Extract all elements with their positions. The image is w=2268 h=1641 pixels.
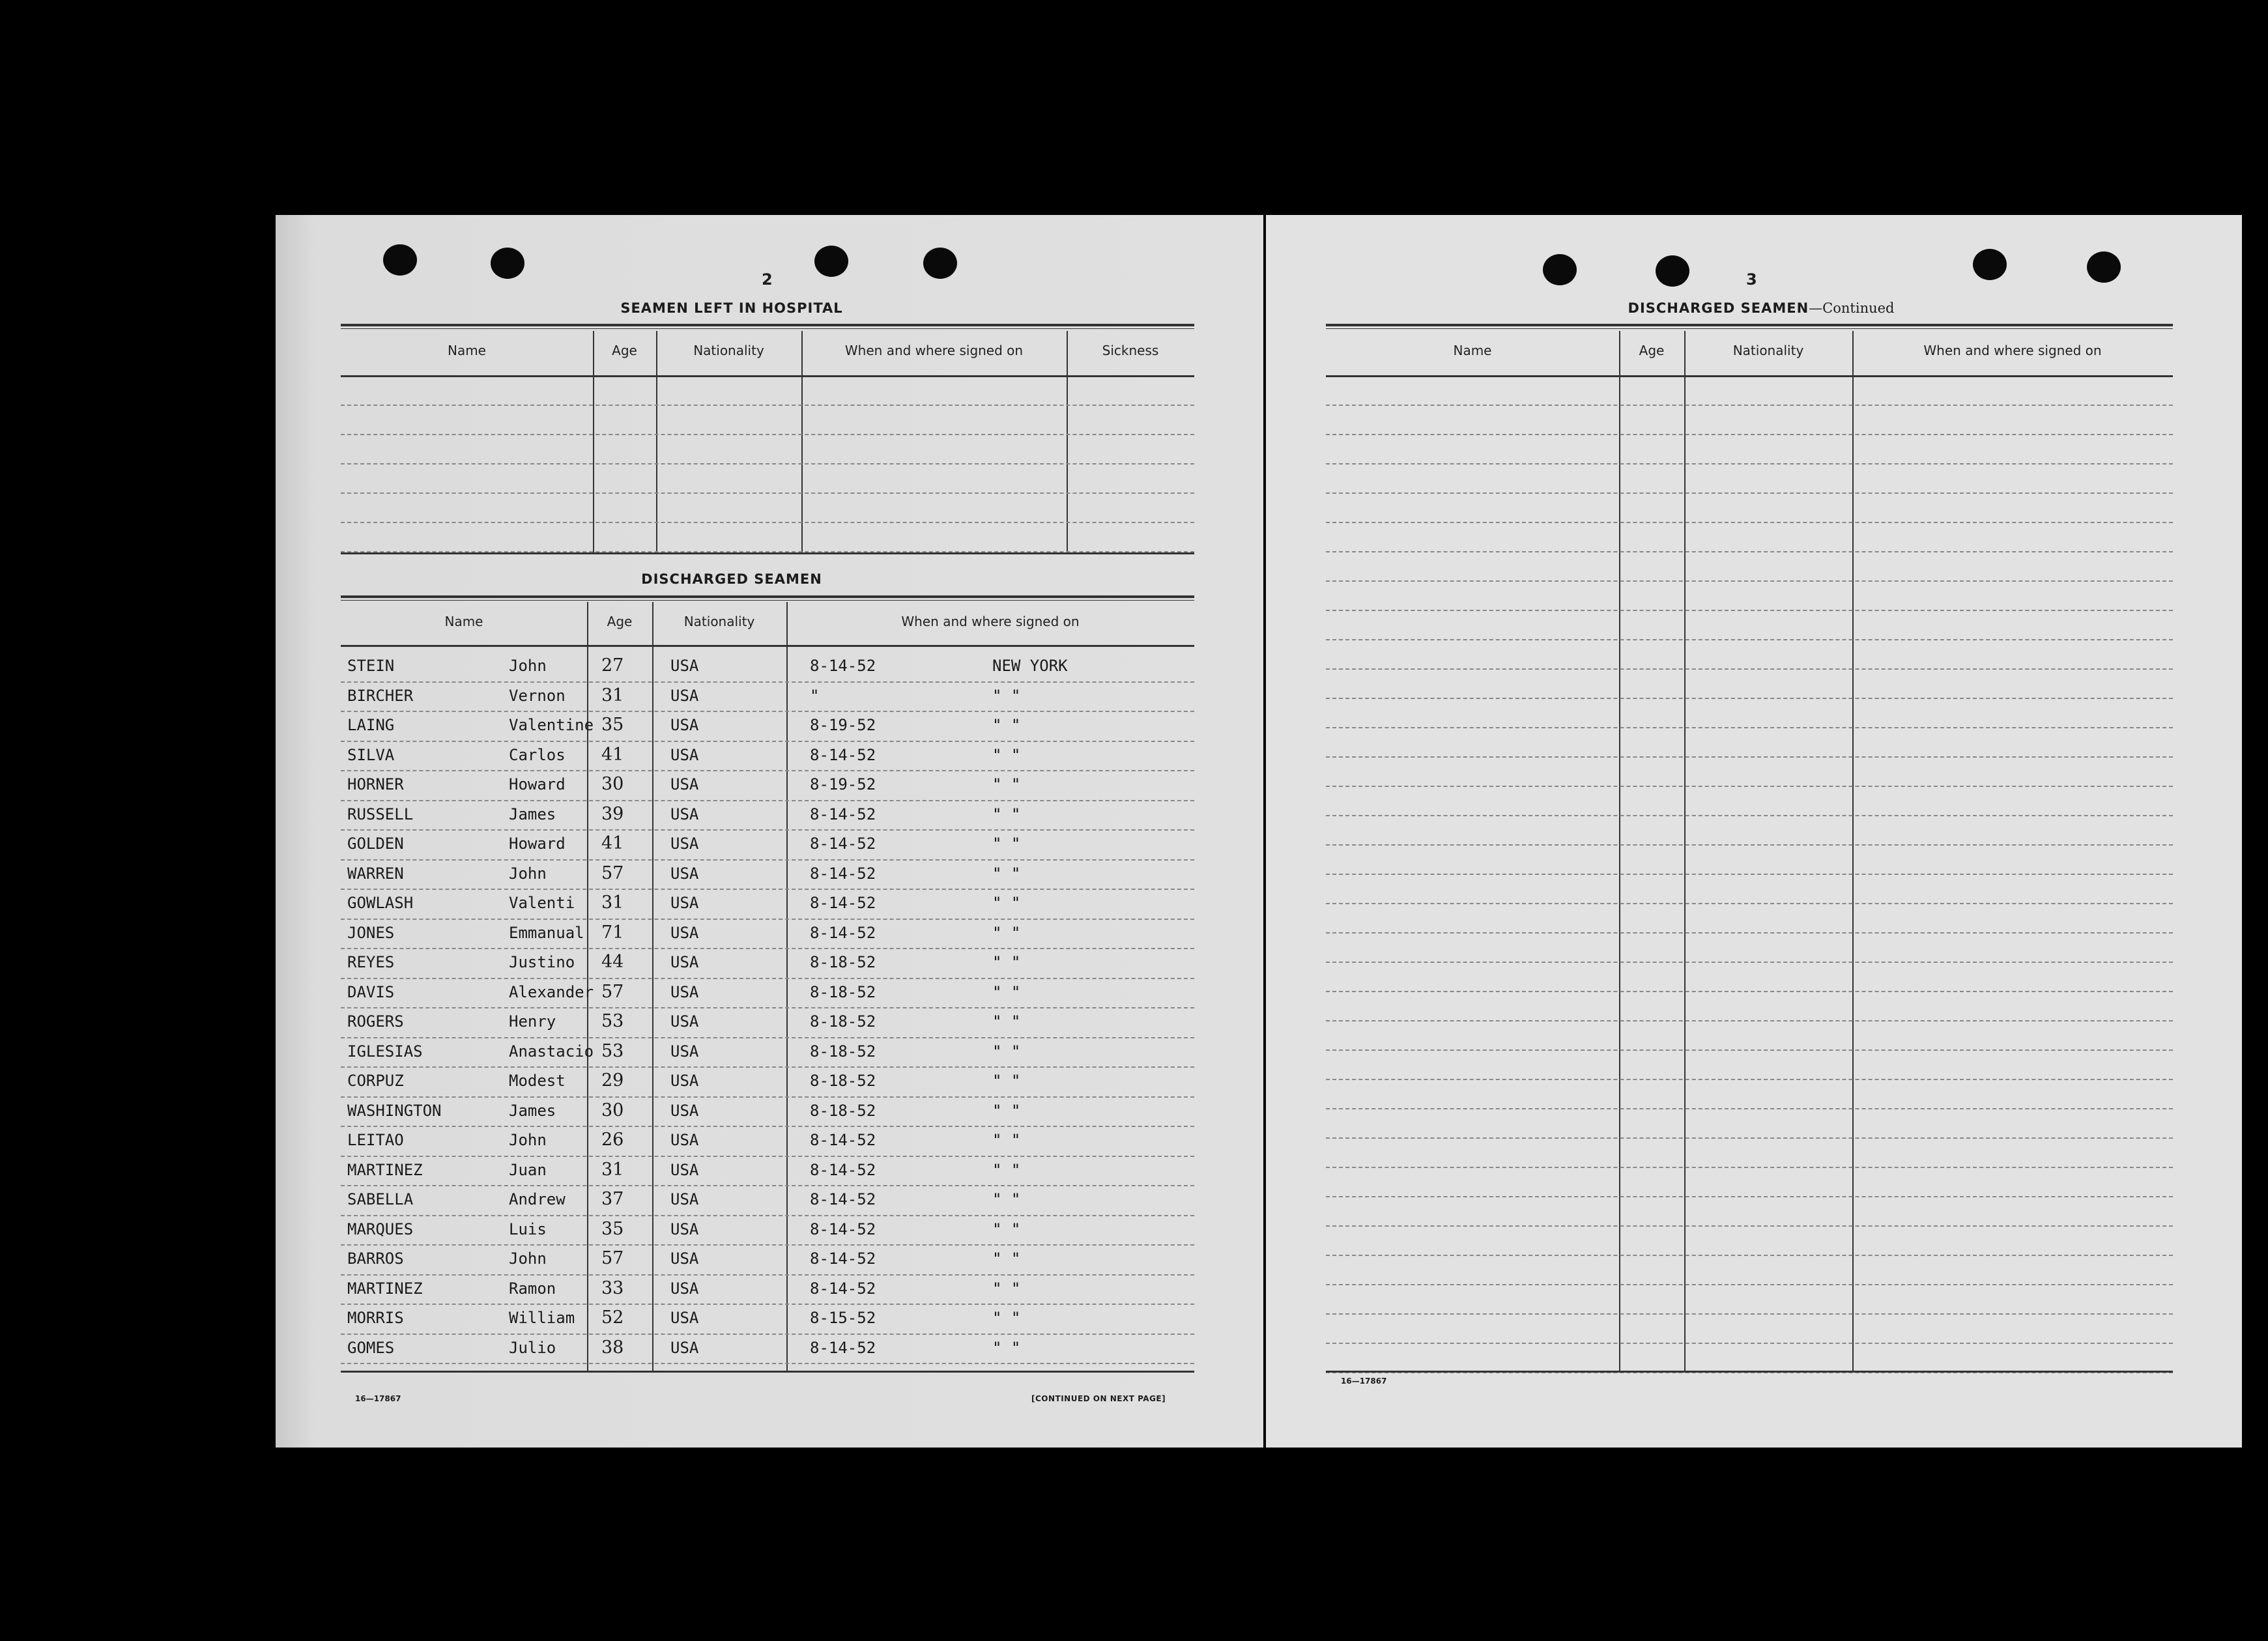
- given-name-cell: Henry: [509, 1012, 556, 1031]
- age-cell: 31: [601, 1159, 624, 1180]
- place-signed-cell: " ": [992, 775, 1021, 793]
- age-cell: 57: [601, 863, 624, 883]
- age-cell: 38: [601, 1337, 624, 1358]
- row-line: [1326, 727, 2173, 728]
- row-line: [341, 978, 1194, 979]
- place-signed-cell: " ": [992, 953, 1021, 971]
- surname-cell: SILVA: [347, 745, 395, 764]
- row-line: [341, 1304, 1194, 1305]
- place-signed-cell: " ": [992, 1220, 1021, 1238]
- row-line: [341, 1334, 1194, 1335]
- place-signed-cell: " ": [992, 1338, 1021, 1357]
- row-line: [1326, 1049, 2173, 1051]
- date-signed-cell: 8-19-52: [810, 775, 876, 793]
- date-signed-cell: 8-14-52: [810, 1160, 876, 1179]
- column-header: Sickness: [1102, 343, 1159, 358]
- nationality-cell: USA: [670, 657, 699, 675]
- row-line: [341, 1363, 1194, 1364]
- age-cell: 39: [601, 803, 624, 824]
- place-signed-cell: " ": [992, 864, 1021, 883]
- nationality-cell: USA: [670, 1131, 699, 1149]
- nationality-cell: USA: [670, 1338, 699, 1357]
- date-signed-cell: 8-15-52: [810, 1309, 876, 1327]
- row-line: [341, 859, 1194, 861]
- place-signed-cell: " ": [992, 686, 1021, 705]
- nationality-cell: USA: [670, 923, 699, 942]
- column-header: Name: [447, 343, 486, 358]
- right-page: [1266, 215, 2242, 1448]
- row-line: [341, 1244, 1194, 1246]
- age-cell: 33: [601, 1277, 624, 1298]
- nationality-cell: USA: [670, 1220, 699, 1238]
- surname-cell: REYES: [347, 953, 395, 971]
- binder-hole-icon: [491, 248, 524, 279]
- row-line: [341, 1215, 1194, 1216]
- place-signed-cell: " ": [992, 716, 1021, 734]
- surname-cell: STEIN: [347, 657, 395, 675]
- row-line: [341, 1037, 1194, 1038]
- row-line: [341, 711, 1194, 712]
- discharged-section-title: DISCHARGED SEAMEN: [641, 571, 822, 587]
- nationality-cell: USA: [670, 1160, 699, 1179]
- row-line: [1326, 1167, 2173, 1168]
- date-signed-cell: 8-18-52: [810, 1012, 876, 1031]
- row-line: [1326, 786, 2173, 787]
- nationality-cell: USA: [670, 953, 699, 971]
- age-cell: 29: [601, 1070, 624, 1091]
- place-signed-cell: NEW YORK: [992, 657, 1068, 675]
- column-header: Nationality: [683, 614, 755, 629]
- date-signed-cell: 8-14-52: [810, 745, 876, 764]
- row-line: [1326, 1108, 2173, 1109]
- nationality-cell: USA: [670, 1101, 699, 1120]
- date-signed-cell: 8-14-52: [810, 894, 876, 912]
- row-line: [341, 829, 1194, 831]
- row-line: [341, 919, 1194, 920]
- row-line: [341, 522, 1194, 523]
- binder-hole-icon: [923, 248, 957, 279]
- row-line: [341, 741, 1194, 742]
- binder-hole-icon: [1973, 249, 2007, 280]
- given-name-cell: Modest: [509, 1072, 566, 1090]
- age-cell: 52: [601, 1307, 624, 1328]
- row-line: [341, 1066, 1194, 1068]
- column-header: When and where signed on: [901, 614, 1080, 629]
- age-cell: 30: [601, 1100, 624, 1120]
- nationality-cell: USA: [670, 1279, 699, 1298]
- row-line: [1326, 1313, 2173, 1315]
- form-number: 16—17867: [1341, 1377, 1387, 1386]
- row-line: [1326, 1225, 2173, 1227]
- row-line: [1326, 1079, 2173, 1080]
- date-signed-cell: 8-14-52: [810, 657, 876, 675]
- binder-hole-icon: [1656, 255, 1689, 287]
- header-rule: [1326, 375, 2173, 377]
- surname-cell: RUSSELL: [347, 805, 414, 823]
- surname-cell: GOWLASH: [347, 894, 414, 912]
- given-name-cell: John: [509, 657, 547, 675]
- row-line: [1326, 551, 2173, 552]
- row-line: [1326, 1343, 2173, 1344]
- nationality-cell: USA: [670, 1309, 699, 1327]
- row-line: [341, 1007, 1194, 1008]
- given-name-cell: Andrew: [509, 1190, 566, 1208]
- row-line: [341, 681, 1194, 683]
- nationality-cell: USA: [670, 894, 699, 912]
- place-signed-cell: " ": [992, 745, 1021, 764]
- surname-cell: ROGERS: [347, 1012, 404, 1031]
- continued-note: [CONTINUED ON NEXT PAGE]: [1031, 1394, 1166, 1403]
- age-cell: 31: [601, 892, 624, 913]
- place-signed-cell: " ": [992, 923, 1021, 942]
- row-line: [1326, 932, 2173, 934]
- column-header: When and where signed on: [844, 343, 1024, 358]
- nationality-cell: USA: [670, 805, 699, 823]
- surname-cell: SABELLA: [347, 1190, 414, 1208]
- column-divider: [786, 602, 788, 1371]
- row-line: [341, 492, 1194, 494]
- age-cell: 53: [601, 1011, 624, 1031]
- row-line: [341, 1156, 1194, 1157]
- age-cell: 30: [601, 774, 624, 794]
- place-signed-cell: " ": [992, 1279, 1021, 1298]
- given-name-cell: Vernon: [509, 686, 566, 705]
- date-signed-cell: 8-18-52: [810, 953, 876, 971]
- age-cell: 26: [601, 1130, 624, 1150]
- given-name-cell: James: [509, 805, 556, 823]
- place-signed-cell: " ": [992, 1249, 1021, 1268]
- date-signed-cell: 8-18-52: [810, 1042, 876, 1061]
- given-name-cell: Juan: [509, 1160, 547, 1179]
- age-cell: 35: [601, 1218, 624, 1239]
- age-cell: 27: [601, 655, 624, 676]
- divider: [1326, 324, 2173, 329]
- surname-cell: IGLESIAS: [347, 1042, 423, 1061]
- header-rule: [341, 645, 1194, 647]
- date-signed-cell: 8-14-52: [810, 923, 876, 942]
- place-signed-cell: " ": [992, 1309, 1021, 1327]
- age-cell: 44: [601, 952, 624, 972]
- column-divider: [1684, 331, 1686, 1371]
- date-signed-cell: 8-18-52: [810, 1101, 876, 1120]
- surname-cell: MARTINEZ: [347, 1279, 423, 1298]
- row-line: [341, 405, 1194, 406]
- row-line: [341, 463, 1194, 464]
- nationality-cell: USA: [670, 1249, 699, 1268]
- date-signed-cell: 8-14-52: [810, 1279, 876, 1298]
- given-name-cell: John: [509, 1249, 547, 1268]
- nationality-cell: USA: [670, 1190, 699, 1208]
- age-cell: 41: [601, 744, 624, 765]
- discharged-table: [341, 602, 1194, 1605]
- column-header: Age: [1639, 343, 1665, 358]
- age-cell: 57: [601, 1248, 624, 1268]
- given-name-cell: Ramon: [509, 1279, 556, 1298]
- given-name-cell: Emmanual: [509, 923, 584, 942]
- row-line: [341, 1096, 1194, 1098]
- given-name-cell: Anastacio: [509, 1042, 594, 1061]
- date-signed-cell: 8-14-52: [810, 1249, 876, 1268]
- row-line: [341, 434, 1194, 435]
- place-signed-cell: " ": [992, 805, 1021, 823]
- bottom-rule: [1326, 1371, 2173, 1373]
- given-name-cell: William: [509, 1309, 575, 1327]
- row-line: [1326, 492, 2173, 494]
- date-signed-cell: 8-18-52: [810, 982, 876, 1001]
- row-line: [1326, 668, 2173, 670]
- date-signed-cell: 8-14-52: [810, 1131, 876, 1149]
- given-name-cell: Luis: [509, 1220, 547, 1238]
- surname-cell: LEITAO: [347, 1131, 404, 1149]
- row-line: [1326, 1284, 2173, 1285]
- date-signed-cell: 8-14-52: [810, 1190, 876, 1208]
- surname-cell: BARROS: [347, 1249, 404, 1268]
- given-name-cell: Justino: [509, 953, 575, 971]
- date-signed-cell: 8-18-52: [810, 1072, 876, 1090]
- column-header: Age: [612, 343, 637, 358]
- given-name-cell: Carlos: [509, 745, 566, 764]
- section-title-suffix: —Continued: [1809, 300, 1895, 316]
- column-header: Nationality: [693, 343, 764, 358]
- left-page: [276, 215, 1263, 1448]
- nationality-cell: USA: [670, 1072, 699, 1090]
- surname-cell: WASHINGTON: [347, 1101, 442, 1120]
- place-signed-cell: " ": [992, 1160, 1021, 1179]
- surname-cell: MARTINEZ: [347, 1160, 423, 1179]
- row-line: [1326, 522, 2173, 523]
- column-header: When and where signed on: [1923, 343, 2102, 358]
- row-line: [341, 770, 1194, 771]
- column-header: Nationality: [1732, 343, 1804, 358]
- age-cell: 31: [601, 685, 624, 706]
- given-name-cell: Valenti: [509, 894, 575, 912]
- row-line: [1326, 962, 2173, 963]
- surname-cell: GOLDEN: [347, 835, 404, 853]
- row-line: [1326, 815, 2173, 816]
- surname-cell: DAVIS: [347, 982, 395, 1001]
- surname-cell: MORRIS: [347, 1309, 404, 1327]
- row-line: [1326, 1020, 2173, 1021]
- divider: [341, 595, 1194, 601]
- nationality-cell: USA: [670, 686, 699, 705]
- date-signed-cell: 8-14-52: [810, 835, 876, 853]
- row-line: [1326, 463, 2173, 464]
- nationality-cell: USA: [670, 775, 699, 793]
- row-line: [1326, 756, 2173, 758]
- row-line: [1326, 639, 2173, 640]
- column-divider: [652, 602, 653, 1371]
- row-line: [1326, 698, 2173, 699]
- row-line: [1326, 844, 2173, 846]
- date-signed-cell: ": [810, 686, 820, 705]
- nationality-cell: USA: [670, 716, 699, 734]
- form-number: 16—17867: [355, 1394, 401, 1403]
- surname-cell: MARQUES: [347, 1220, 414, 1238]
- section-title: [1546, 300, 1976, 316]
- age-cell: 37: [601, 1189, 624, 1209]
- binder-hole-icon: [814, 246, 848, 277]
- column-divider: [656, 331, 657, 552]
- nationality-cell: USA: [670, 982, 699, 1001]
- column-divider: [1619, 331, 1620, 1371]
- surname-cell: LAING: [347, 716, 395, 734]
- row-line: [1326, 1255, 2173, 1256]
- surname-cell: CORPUZ: [347, 1072, 404, 1090]
- nationality-cell: USA: [670, 1012, 699, 1031]
- page-number: 2: [762, 270, 773, 289]
- place-signed-cell: " ": [992, 1072, 1021, 1090]
- age-cell: 41: [601, 833, 624, 853]
- age-cell: 53: [601, 1040, 624, 1061]
- column-divider: [1067, 331, 1068, 552]
- place-signed-cell: " ": [992, 1190, 1021, 1208]
- binder-hole-icon: [1543, 254, 1577, 285]
- given-name-cell: Howard: [509, 835, 566, 853]
- row-line: [1326, 434, 2173, 435]
- column-divider: [593, 331, 594, 552]
- given-name-cell: Julio: [509, 1338, 556, 1357]
- hospital-section-title: SEAMEN LEFT IN HOSPITAL: [620, 300, 843, 316]
- row-line: [1326, 874, 2173, 875]
- bottom-rule: [341, 1371, 1194, 1373]
- given-name-cell: Alexander: [509, 982, 594, 1001]
- place-signed-cell: " ": [992, 1101, 1021, 1120]
- binder-hole-icon: [2087, 251, 2121, 283]
- row-line: [341, 1185, 1194, 1186]
- column-divider: [1852, 331, 1854, 1371]
- row-line: [1326, 1137, 2173, 1139]
- row-line: [1326, 580, 2173, 582]
- given-name-cell: John: [509, 864, 547, 883]
- row-line: [1326, 991, 2173, 992]
- date-signed-cell: 8-14-52: [810, 805, 876, 823]
- date-signed-cell: 8-14-52: [810, 1338, 876, 1357]
- place-signed-cell: " ": [992, 894, 1021, 912]
- given-name-cell: Howard: [509, 775, 566, 793]
- date-signed-cell: 8-19-52: [810, 716, 876, 734]
- nationality-cell: USA: [670, 1042, 699, 1061]
- row-line: [341, 889, 1194, 890]
- row-line: [1326, 903, 2173, 904]
- age-cell: 57: [601, 981, 624, 1002]
- binder-hole-icon: [383, 244, 417, 276]
- surname-cell: BIRCHER: [347, 686, 414, 705]
- given-name-cell: James: [509, 1101, 556, 1120]
- page-number: 3: [1746, 270, 1757, 289]
- row-line: [1326, 405, 2173, 406]
- row-line: [1326, 610, 2173, 611]
- column-divider: [801, 331, 803, 552]
- row-line: [341, 1126, 1194, 1127]
- surname-cell: GOMES: [347, 1338, 395, 1357]
- header-rule: [341, 375, 1194, 377]
- surname-cell: JONES: [347, 923, 395, 942]
- row-line: [341, 948, 1194, 949]
- row-line: [341, 1274, 1194, 1276]
- given-name-cell: Valentine: [509, 716, 594, 734]
- place-signed-cell: " ": [992, 1131, 1021, 1149]
- continued-table: [1326, 331, 2173, 1373]
- row-line: [1326, 1196, 2173, 1197]
- place-signed-cell: " ": [992, 982, 1021, 1001]
- row-line: [341, 800, 1194, 801]
- place-signed-cell: " ": [992, 835, 1021, 853]
- age-cell: 71: [601, 922, 624, 943]
- nationality-cell: USA: [670, 745, 699, 764]
- divider: [341, 324, 1194, 329]
- section-title-main: DISCHARGED SEAMEN: [1628, 300, 1809, 316]
- age-cell: 35: [601, 715, 624, 735]
- bottom-rule: [341, 552, 1194, 554]
- date-signed-cell: 8-14-52: [810, 1220, 876, 1238]
- surname-cell: WARREN: [347, 864, 404, 883]
- given-name-cell: John: [509, 1131, 547, 1149]
- column-header: Age: [607, 614, 633, 629]
- column-header: Name: [1453, 343, 1492, 358]
- column-header: Name: [444, 614, 483, 629]
- surname-cell: HORNER: [347, 775, 404, 793]
- place-signed-cell: " ": [992, 1012, 1021, 1031]
- nationality-cell: USA: [670, 835, 699, 853]
- nationality-cell: USA: [670, 864, 699, 883]
- date-signed-cell: 8-14-52: [810, 864, 876, 883]
- place-signed-cell: " ": [992, 1042, 1021, 1061]
